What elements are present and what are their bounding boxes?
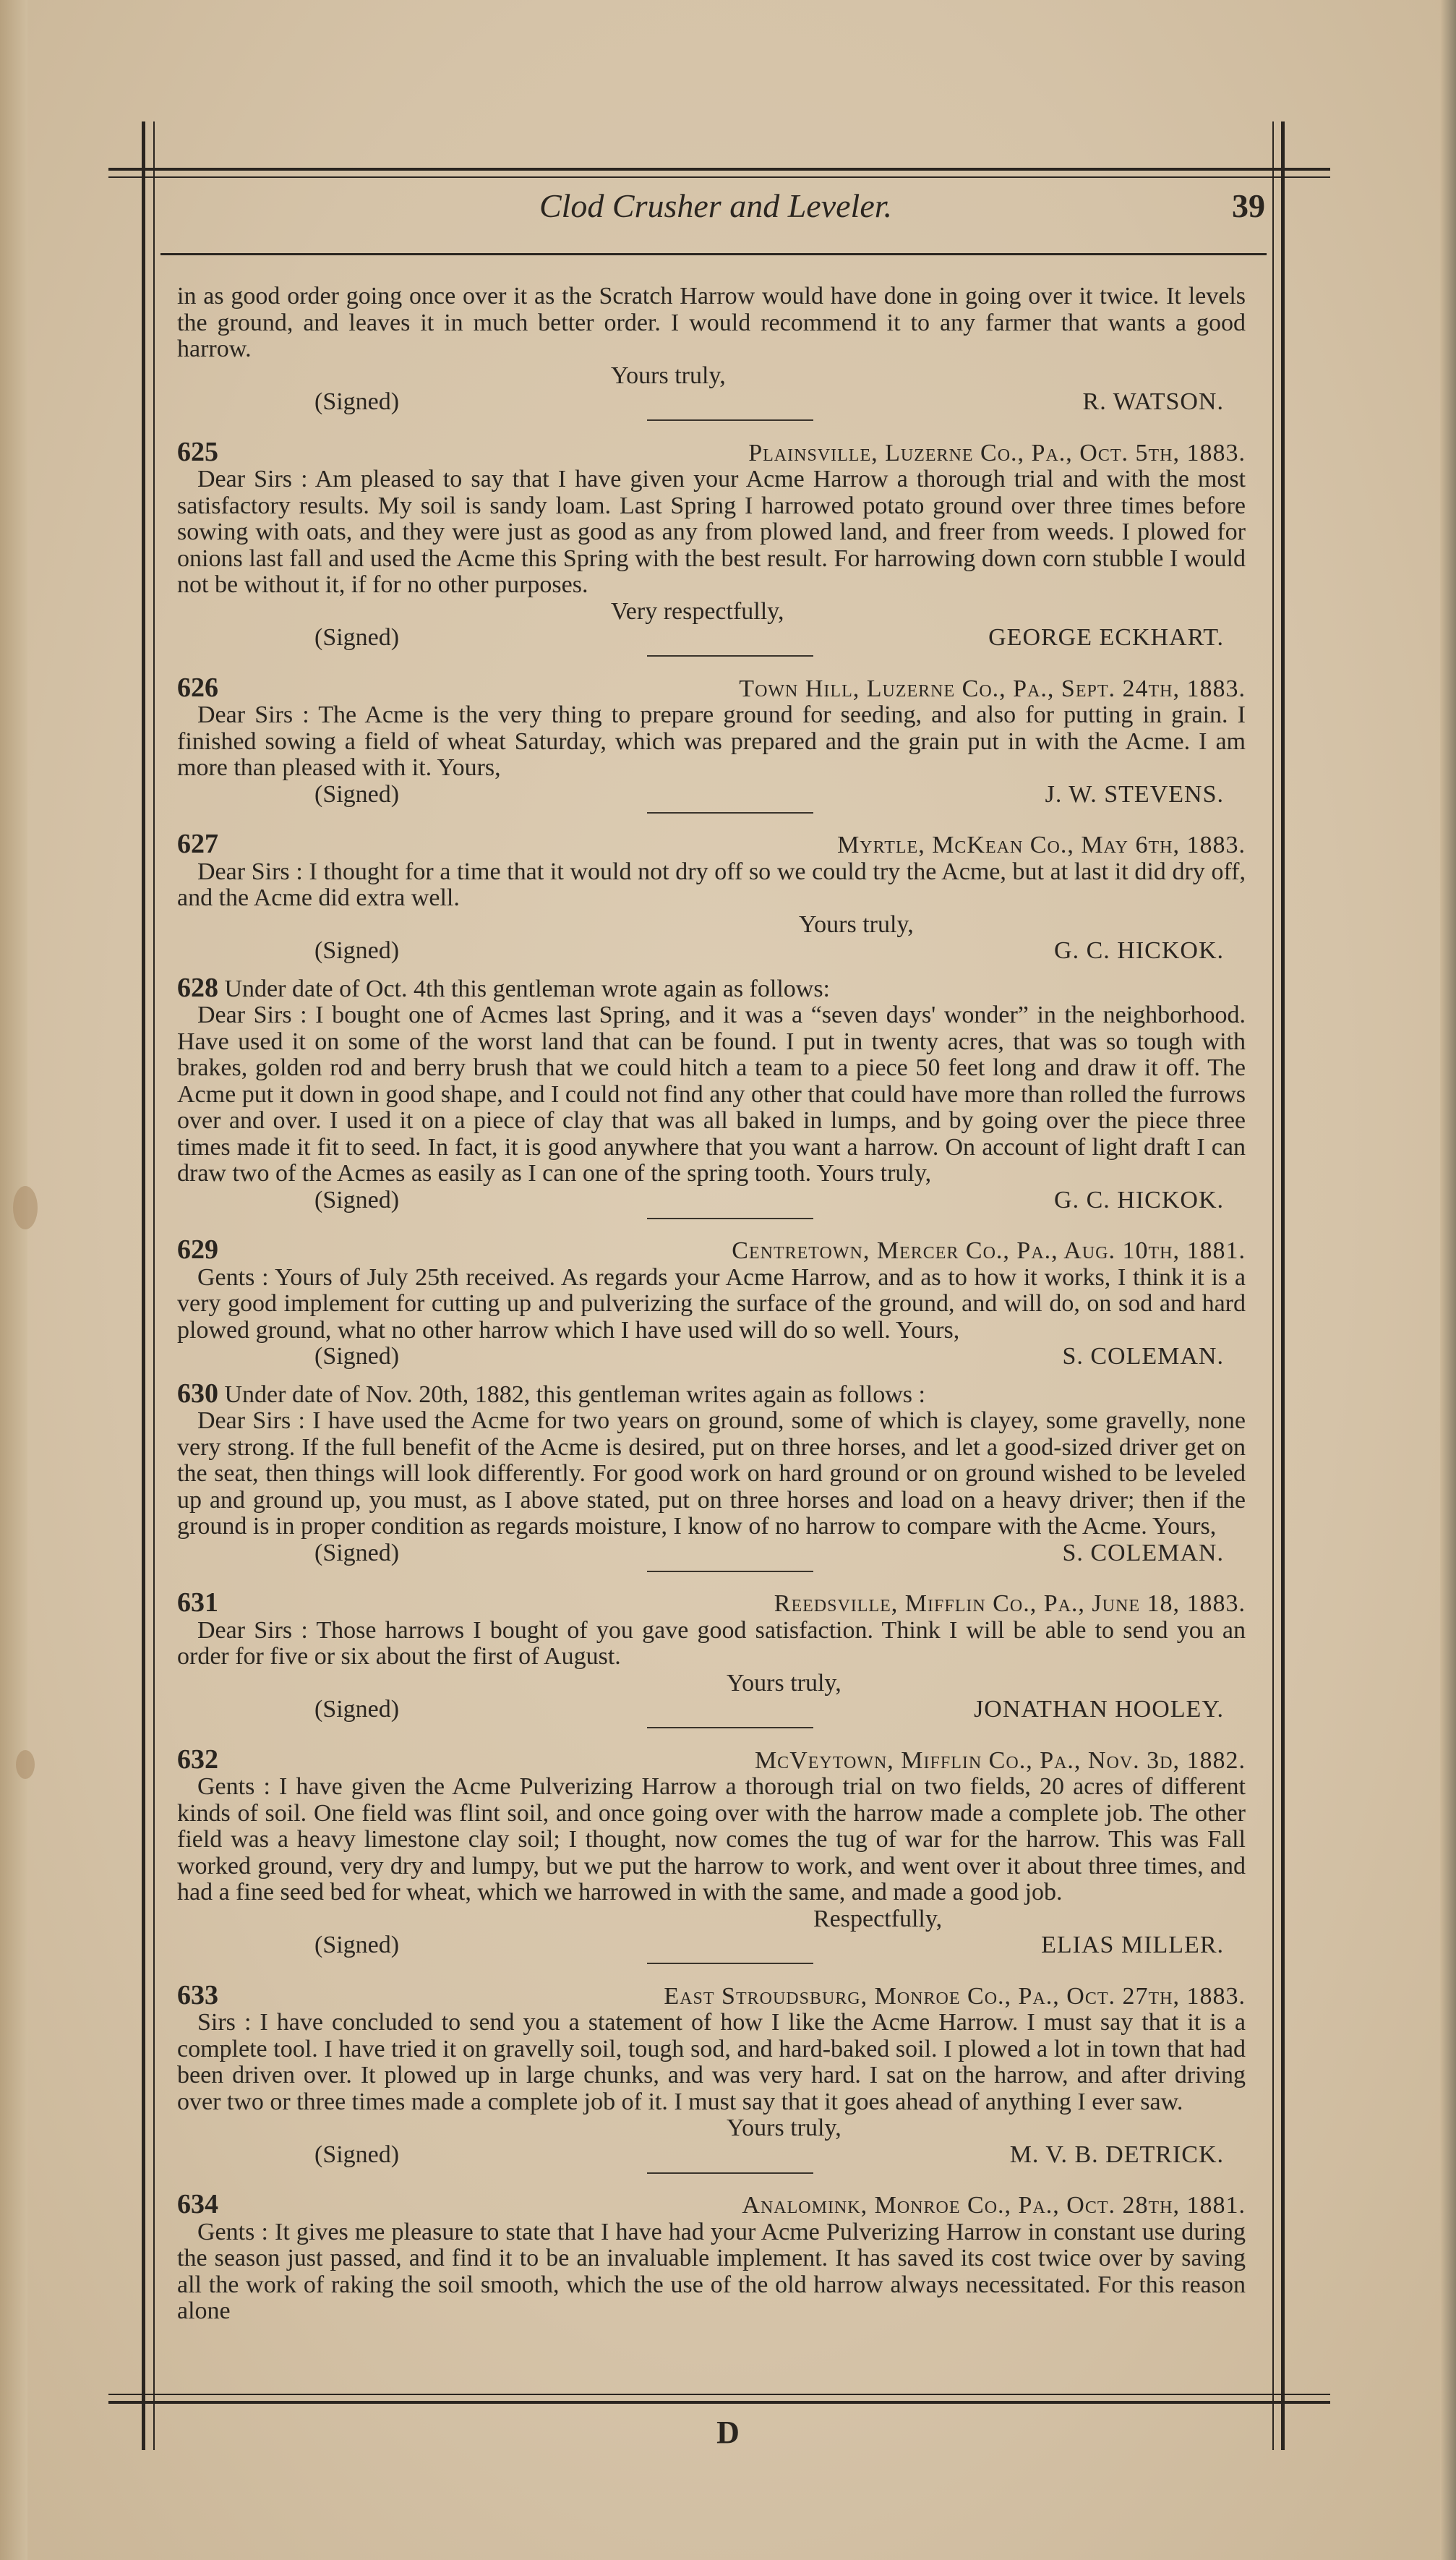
- page-number: 39: [1232, 187, 1265, 224]
- letter-closing: Yours truly,: [799, 910, 914, 938]
- signed-label: (Signed): [314, 1343, 400, 1370]
- letter-number: 630: [177, 1378, 218, 1409]
- letter-heading: [177, 672, 1246, 703]
- letter-body: Gents : Yours of July 25th received. As regards your Acme Harrow, and as to how it works, I think it is a very good implement for cutting up and pulverizing the surface of the ground, and will do, on sod and hard plowed ground, what no other harrow which I have used will do so well.: [177, 1263, 1246, 1344]
- signature-line: [177, 1697, 1246, 1723]
- page-outer-edge: [1440, 0, 1456, 2560]
- frame-left-outer-rule: [142, 121, 145, 2450]
- letter-closing: Yours truly,: [816, 1160, 932, 1187]
- signed-label: (Signed): [314, 624, 400, 651]
- page-body: [177, 283, 1246, 2410]
- signer-name: G. C. HICKOK.: [1054, 1186, 1224, 1213]
- letter-number: 629: [177, 1234, 218, 1265]
- testimonial-letter: [177, 1746, 1246, 1959]
- letter-text: Dear Sirs : Those harrows I bought of you gave good satisfaction. Think I will be able to send you an order for five or six about the first of August.: [177, 1616, 1246, 1670]
- signer-name: JONATHAN HOOLEY.: [974, 1696, 1224, 1723]
- letter-heading: [177, 972, 1246, 1003]
- signer-name: S. COLEMAN.: [1062, 1539, 1224, 1566]
- letter-closing: Yours truly,: [727, 2115, 842, 2141]
- testimonial-letter: [177, 1979, 1246, 2169]
- signer-name: ELIAS MILLER.: [1041, 1932, 1224, 1958]
- letter-heading: [177, 1746, 1246, 1775]
- letter-body: Dear Sirs : The Acme is the very thing to prepare ground for seeding, and also for putting in grain. I finished sowing a field of wheat Saturday, which was prepared and the grain put in with the Acme. I am more than pleased with it.: [177, 701, 1246, 781]
- letter-location-date: East Stroudsburg, Monroe Co., Pa., Oct. 27th, 1883.: [664, 1982, 1246, 2010]
- letter-location-date: McVeytown, Mifflin Co., Pa., Nov. 3d, 1882.: [754, 1746, 1246, 1774]
- signature-line: [177, 625, 1246, 652]
- testimonial-letter: [177, 436, 1246, 652]
- letter-number: 628: [177, 972, 218, 1003]
- letter-body: Dear Sirs : I bought one of Acmes last Spring, and it was a “seven days' wonder” in the neighborhood. Have used it on some of the worst land that can be found. I put in twenty acres, that was so tough with brakes, golden rod and berry brush that we could hitch a team to a piece 50 feet long and draw it off. The Acme put it down in good shape, and I could not find any other that could have more than rolled the furrows over and over. I used it on a piece of clay that was all baked in lumps, and by going over the piece three times made it fit to seed. In fact, it is good anywhere that you want a harrow. On account of light draft I can draw two of the Acmes as easily as I can one of the spring tooth.: [177, 1002, 1246, 1187]
- signer-name: GEORGE ECKHART.: [988, 624, 1224, 651]
- letter-number: 631: [177, 1587, 218, 1618]
- letter-location-date: Plainsville, Luzerne Co., Pa., Oct. 5th, 1883.: [748, 439, 1246, 466]
- letter-text: [177, 1408, 1246, 1540]
- separator-rule: [647, 1571, 813, 1572]
- letter-text: Gents : I have given the Acme Pulverizing Harrow a thorough trial on two fields, 20 acres of different kinds of soil. One field was flint soil, and once going over with the harrow made a complete job. The other field was a heavy limestone clay soil; I thought, now comes the tug of war for the harrow. This was Fall worked ground, very dry and lumpy, but we put the harrow to work, and went over it about three times, and had a fine seed bed for wheat, which we harrowed in with the same, and made a good job.: [177, 1773, 1246, 1906]
- testimonial-letter: [177, 1234, 1246, 1370]
- signature-line: [177, 782, 1246, 808]
- letter-closing: Yours,: [437, 754, 501, 781]
- letter-text: Sirs : I have concluded to send you a statement of how I like the Acme Harrow. I must say that it is a complete tool. I have tried it on gravelly soil, tough sod, and hard-baked soil. I plowed a lot in town that had been driven over. It plowed up in large chunks, and was very hard. I sat on the harrow, and after driving over two or three times made a complete job of it. I must say that it goes ahead of anything I ever saw.: [177, 2009, 1246, 2115]
- separator-rule: [647, 655, 813, 657]
- letter-body: Dear Sirs : I have used the Acme for two years on ground, some of which is clayey, some gravelly, none very strong. If the full benefit of the Acme is desired, put on three horses, and let a good-sized driver get on the seat, then things will look differently. For good work on hard ground or on ground wished to be leveled up and ground up, you must, as I above stated, put on three horses and load on a heavy driver; then if the ground is in proper condition as regards moisture, I know of no harrow to compare with the Acme.: [177, 1407, 1246, 1540]
- separator-rule: [647, 2172, 813, 2174]
- letter-number: 632: [177, 1744, 218, 1775]
- foxing-stain: [16, 1750, 35, 1779]
- letter-number: 627: [177, 829, 218, 859]
- testimonial-letter: [177, 831, 1246, 965]
- signed-label: (Signed): [314, 937, 400, 964]
- signed-label: (Signed): [314, 1539, 400, 1566]
- letter-text: [177, 1002, 1246, 1187]
- letter-text: in as good order going once over it as the Scratch Harrow would have done in going over it twice. It levels the ground, and leaves it in much better order. I would recommend it to any farmer that wants a good harrow.: [177, 283, 1246, 362]
- signer-name: S. COLEMAN.: [1062, 1343, 1224, 1370]
- signed-label: (Signed): [314, 780, 400, 808]
- testimonial-letter: [177, 1587, 1246, 1723]
- letter-heading: [177, 1378, 1246, 1409]
- frame-right-outer-rule: [1281, 121, 1285, 2450]
- letter-heading: [177, 1587, 1246, 1618]
- signature-line: [177, 1344, 1246, 1370]
- signer-name: M. V. B. DETRICK.: [1009, 2141, 1224, 2168]
- letter-location-date: Town Hill, Luzerne Co., Pa., Sept. 24th, 1883.: [739, 675, 1246, 702]
- testimonial-letter: [177, 672, 1246, 808]
- letter-closing: Yours,: [1152, 1513, 1217, 1540]
- signed-label: (Signed): [314, 388, 400, 415]
- letter-heading: [177, 436, 1246, 467]
- letter-number: 626: [177, 672, 218, 703]
- letter-heading: [177, 1234, 1246, 1265]
- separator-rule: [647, 1727, 813, 1728]
- letter-closing: Very respectfully,: [611, 597, 784, 625]
- separator-rule: [647, 419, 813, 421]
- letter-continuation: [177, 283, 1246, 416]
- frame-top-outer-rule: [108, 168, 1330, 171]
- signature-mark: D: [716, 2415, 740, 2450]
- running-title: Clod Crusher and Leveler.: [539, 187, 893, 224]
- separator-rule: [647, 1218, 813, 1219]
- header-divider-rule: [160, 253, 1267, 255]
- frame-right-inner-rule: [1272, 121, 1274, 2450]
- testimonial-letter: [177, 1378, 1246, 1567]
- running-header: [159, 187, 1272, 237]
- signed-label: (Signed): [314, 1932, 400, 1958]
- signature-line: [177, 1932, 1246, 1959]
- page-binding-edge: [0, 0, 27, 2560]
- signed-label: (Signed): [314, 2141, 400, 2168]
- letter-heading: [177, 1979, 1246, 2010]
- letter-text: Gents : It gives me pleasure to state that I have had your Acme Pulverizing Harrow in constant use during the season just passed, and find it to be an invaluable implement. It has saved its cost twice over by saving all the work of raking the soil smooth, which the use of the old harrow always necessitated. For this reason alone: [177, 2218, 1246, 2324]
- frame-left-inner-rule: [153, 121, 155, 2450]
- signature-line: [177, 1187, 1246, 1214]
- letter-text: [177, 702, 1246, 782]
- letter-location-date: Myrtle, McKean Co., May 6th, 1883.: [837, 832, 1246, 858]
- letter-closing: Respectfully,: [813, 1905, 943, 1932]
- foxing-stain: [13, 1186, 38, 1229]
- letter-location-date: Analomink, Monroe Co., Pa., Oct. 28th, 1881.: [742, 2192, 1246, 2219]
- letter-location-date: Centretown, Mercer Co., Pa., Aug. 10th, 1881.: [732, 1237, 1246, 1264]
- signature-line: [177, 938, 1246, 965]
- signature-line: [177, 2142, 1246, 2169]
- separator-rule: [647, 1963, 813, 1964]
- signer-name: R. WATSON.: [1082, 388, 1224, 415]
- separator-rule: [647, 812, 813, 814]
- signer-name: J. W. STEVENS.: [1045, 780, 1224, 808]
- letter-text: [177, 1265, 1246, 1344]
- letter-text: Dear Sirs : I thought for a time that it would not dry off so we could try the Acme, but at last it did dry off, and the Acme did extra well.: [177, 858, 1246, 911]
- signed-label: (Signed): [314, 1186, 400, 1213]
- signer-name: G. C. HICKOK.: [1054, 937, 1224, 964]
- letter-number: 625: [177, 436, 218, 467]
- letter-closing: Yours truly,: [727, 1669, 842, 1697]
- letter-closing: Yours truly,: [611, 362, 726, 389]
- signature-line: [177, 389, 1246, 416]
- letter-number: 634: [177, 2189, 218, 2219]
- letter-heading: [177, 2191, 1246, 2219]
- letter-intro: Under date of Nov. 20th, 1882, this gentleman writes again as follows :: [224, 1381, 925, 1408]
- letter-intro: Under date of Oct. 4th this gentleman wrote again as follows:: [224, 975, 830, 1002]
- letter-closing: Yours,: [895, 1316, 960, 1344]
- letter-text: Dear Sirs : Am pleased to say that I have given your Acme Harrow a thorough trial and with the most satisfactory results. My soil is sandy loam. Last Spring I harrowed potato ground over three times before sowing with oats, and they were just as good as any from plowed land, and freer from weeds. I plowed for onions last fall and used the Acme this Spring with the best result. For harrowing down corn stubble I would not be without it, if for no other purposes.: [177, 466, 1246, 598]
- testimonial-letter: [177, 2191, 1246, 2325]
- testimonial-letter: [177, 972, 1246, 1214]
- signature-line: [177, 1540, 1246, 1567]
- letter-location-date: Reedsville, Mifflin Co., Pa., June 18, 1883.: [774, 1590, 1246, 1617]
- letter-number: 633: [177, 1979, 218, 2010]
- letter-heading: [177, 831, 1246, 859]
- frame-top-inner-rule: [108, 176, 1330, 178]
- signed-label: (Signed): [314, 1696, 400, 1723]
